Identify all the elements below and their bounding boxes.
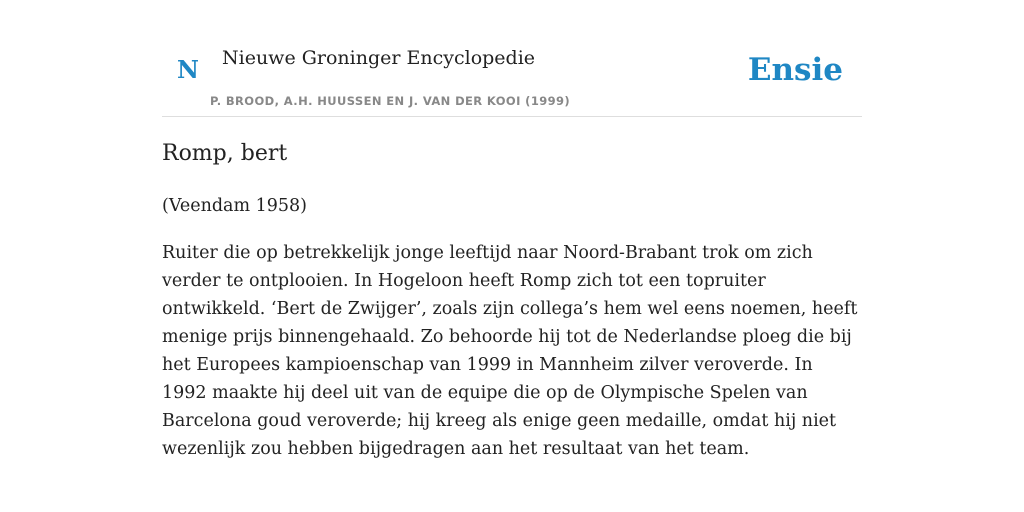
entry-title: Romp, bert	[162, 141, 288, 166]
encyclopedia-logo[interactable]: N	[177, 55, 199, 84]
ensie-logo[interactable]: Ensie	[747, 52, 843, 88]
encyclopedia-title[interactable]: Nieuwe Groninger Encyclopedie	[222, 47, 536, 69]
encyclopedia-authors: P. BROOD, A.H. HUUSSEN EN J. VAN DER KOOI (1999)	[210, 94, 571, 108]
entry-subtitle: (Veendam 1958)	[162, 196, 307, 216]
entry-body: Ruiter die op betrekkelijk jonge leeftijd naar Noord-Brabant trok om zich verder te ontplooien. In Hogeloon heeft Romp zich tot een topruiter ontwikkeld. ‘Bert de Zwijger’, zoals zijn collega’s hem wel eens noemen, heeft menige prijs binnengehaald. Zo behoorde hij tot de Nederlandse ploeg die bij het Europees kampioenschap van 1999 in Mannheim zilver veroverde. In 1992 maakte hij deel uit van de equipe die op de Olympische Spelen van Barcelona goud veroverde; hij kreeg als enige geen medaille, omdat hij niet wezenlijk zou hebben bijgedragen aan het resultaat van het team.	[162, 243, 858, 459]
encyclopedia-header	[162, 0, 862, 117]
